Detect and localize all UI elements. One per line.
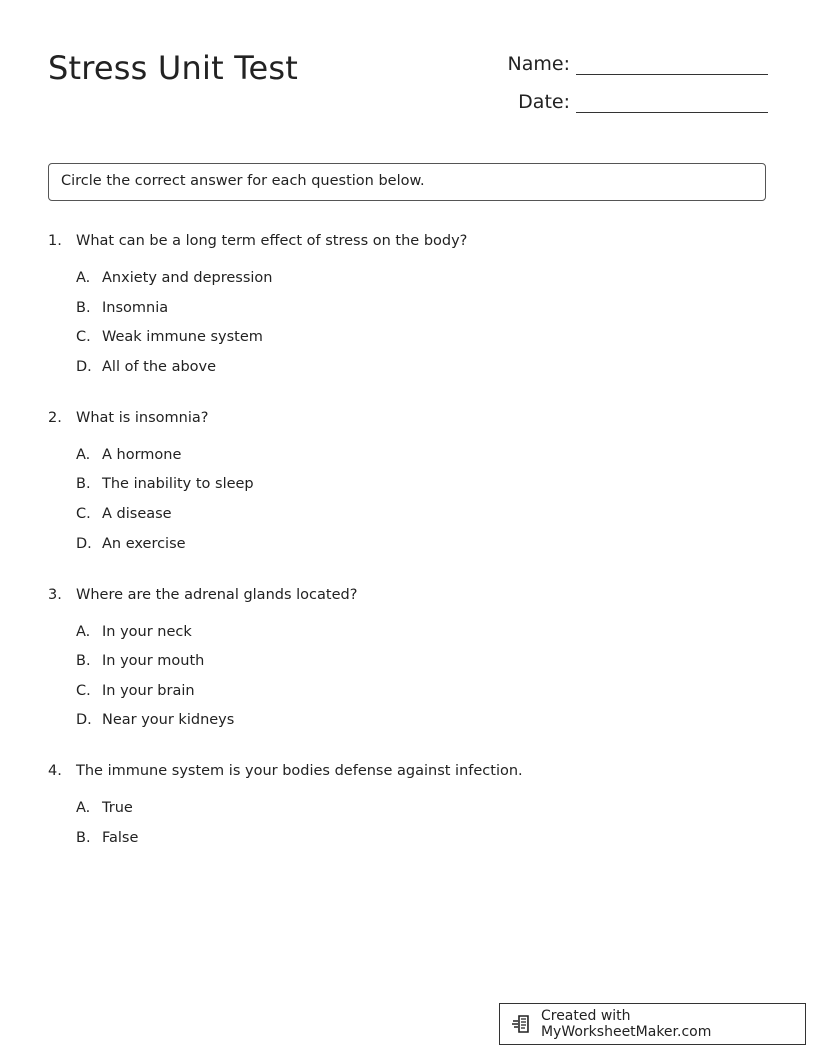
answer-option[interactable]	[76, 357, 768, 377]
option-text: In your mouth	[102, 653, 205, 670]
option-text: Near your kidneys	[102, 712, 235, 729]
answer-option[interactable]	[76, 534, 768, 554]
name-label: Name:	[507, 53, 570, 75]
question-text: What can be a long term effect of stress on the body?	[76, 233, 468, 249]
answer-options	[48, 268, 768, 377]
name-field	[508, 53, 768, 75]
answer-options	[48, 445, 768, 554]
option-text: All of the above	[102, 358, 217, 375]
option-letter: D.	[76, 358, 92, 375]
option-letter: A.	[76, 270, 91, 286]
question-stem	[48, 761, 768, 781]
question-number: 4.	[48, 763, 62, 780]
page-title: Stress Unit Test	[48, 49, 299, 87]
option-letter: B.	[76, 829, 91, 846]
question	[48, 231, 768, 377]
option-text: Insomnia	[102, 299, 169, 316]
option-text: The inability to sleep	[102, 476, 254, 493]
date-line[interactable]	[576, 92, 768, 113]
option-text: Anxiety and depression	[102, 270, 273, 286]
answer-option[interactable]	[76, 622, 768, 642]
option-text: A disease	[102, 505, 172, 522]
option-letter: A.	[76, 446, 91, 463]
question-number: 2.	[48, 409, 62, 426]
instructions-box: Circle the correct answer for each question below.	[48, 163, 766, 201]
date-field	[518, 91, 768, 113]
question-number: 1.	[48, 233, 62, 249]
option-letter: A.	[76, 623, 91, 640]
option-letter: B.	[76, 299, 91, 316]
option-text: True	[102, 800, 133, 817]
answer-options	[48, 798, 768, 848]
question-text: What is insomnia?	[76, 409, 209, 426]
answer-option[interactable]	[76, 268, 768, 288]
answer-option[interactable]	[76, 474, 768, 494]
answer-option[interactable]	[76, 681, 768, 701]
answer-option[interactable]	[76, 504, 768, 524]
question-stem	[48, 585, 768, 605]
worksheet-logo-icon	[511, 1013, 533, 1035]
option-letter: B.	[76, 476, 91, 493]
option-text: A hormone	[102, 446, 182, 463]
answer-options	[48, 622, 768, 731]
question-text: The immune system is your bodies defense against infection.	[76, 763, 523, 780]
question	[48, 408, 768, 554]
question-stem	[48, 408, 768, 428]
option-letter: D.	[76, 712, 92, 729]
question-stem	[48, 231, 768, 251]
question-text: Where are the adrenal glands located?	[76, 586, 358, 603]
option-letter: C.	[76, 682, 91, 699]
date-label: Date:	[518, 91, 570, 113]
answer-option[interactable]	[76, 327, 768, 347]
option-letter: B.	[76, 653, 91, 670]
footer-badge[interactable]	[499, 1003, 806, 1045]
question-list	[48, 231, 768, 879]
option-letter: A.	[76, 800, 91, 817]
answer-option[interactable]	[76, 710, 768, 730]
question	[48, 761, 768, 848]
answer-option[interactable]	[76, 828, 768, 848]
question	[48, 585, 768, 731]
answer-option[interactable]	[76, 445, 768, 465]
option-letter: C.	[76, 505, 91, 522]
option-text: False	[102, 829, 139, 846]
option-letter: D.	[76, 535, 92, 552]
answer-option[interactable]	[76, 651, 768, 671]
option-letter: C.	[76, 329, 91, 346]
answer-option[interactable]	[76, 798, 768, 818]
option-text: In your brain	[102, 682, 195, 699]
option-text: In your neck	[102, 623, 192, 640]
option-text: Weak immune system	[102, 329, 263, 346]
name-line[interactable]	[576, 54, 768, 75]
answer-option[interactable]	[76, 298, 768, 318]
footer-text: Created with MyWorksheetMaker.com	[540, 1008, 712, 1040]
option-text: An exercise	[102, 535, 186, 552]
question-number: 3.	[48, 586, 62, 603]
